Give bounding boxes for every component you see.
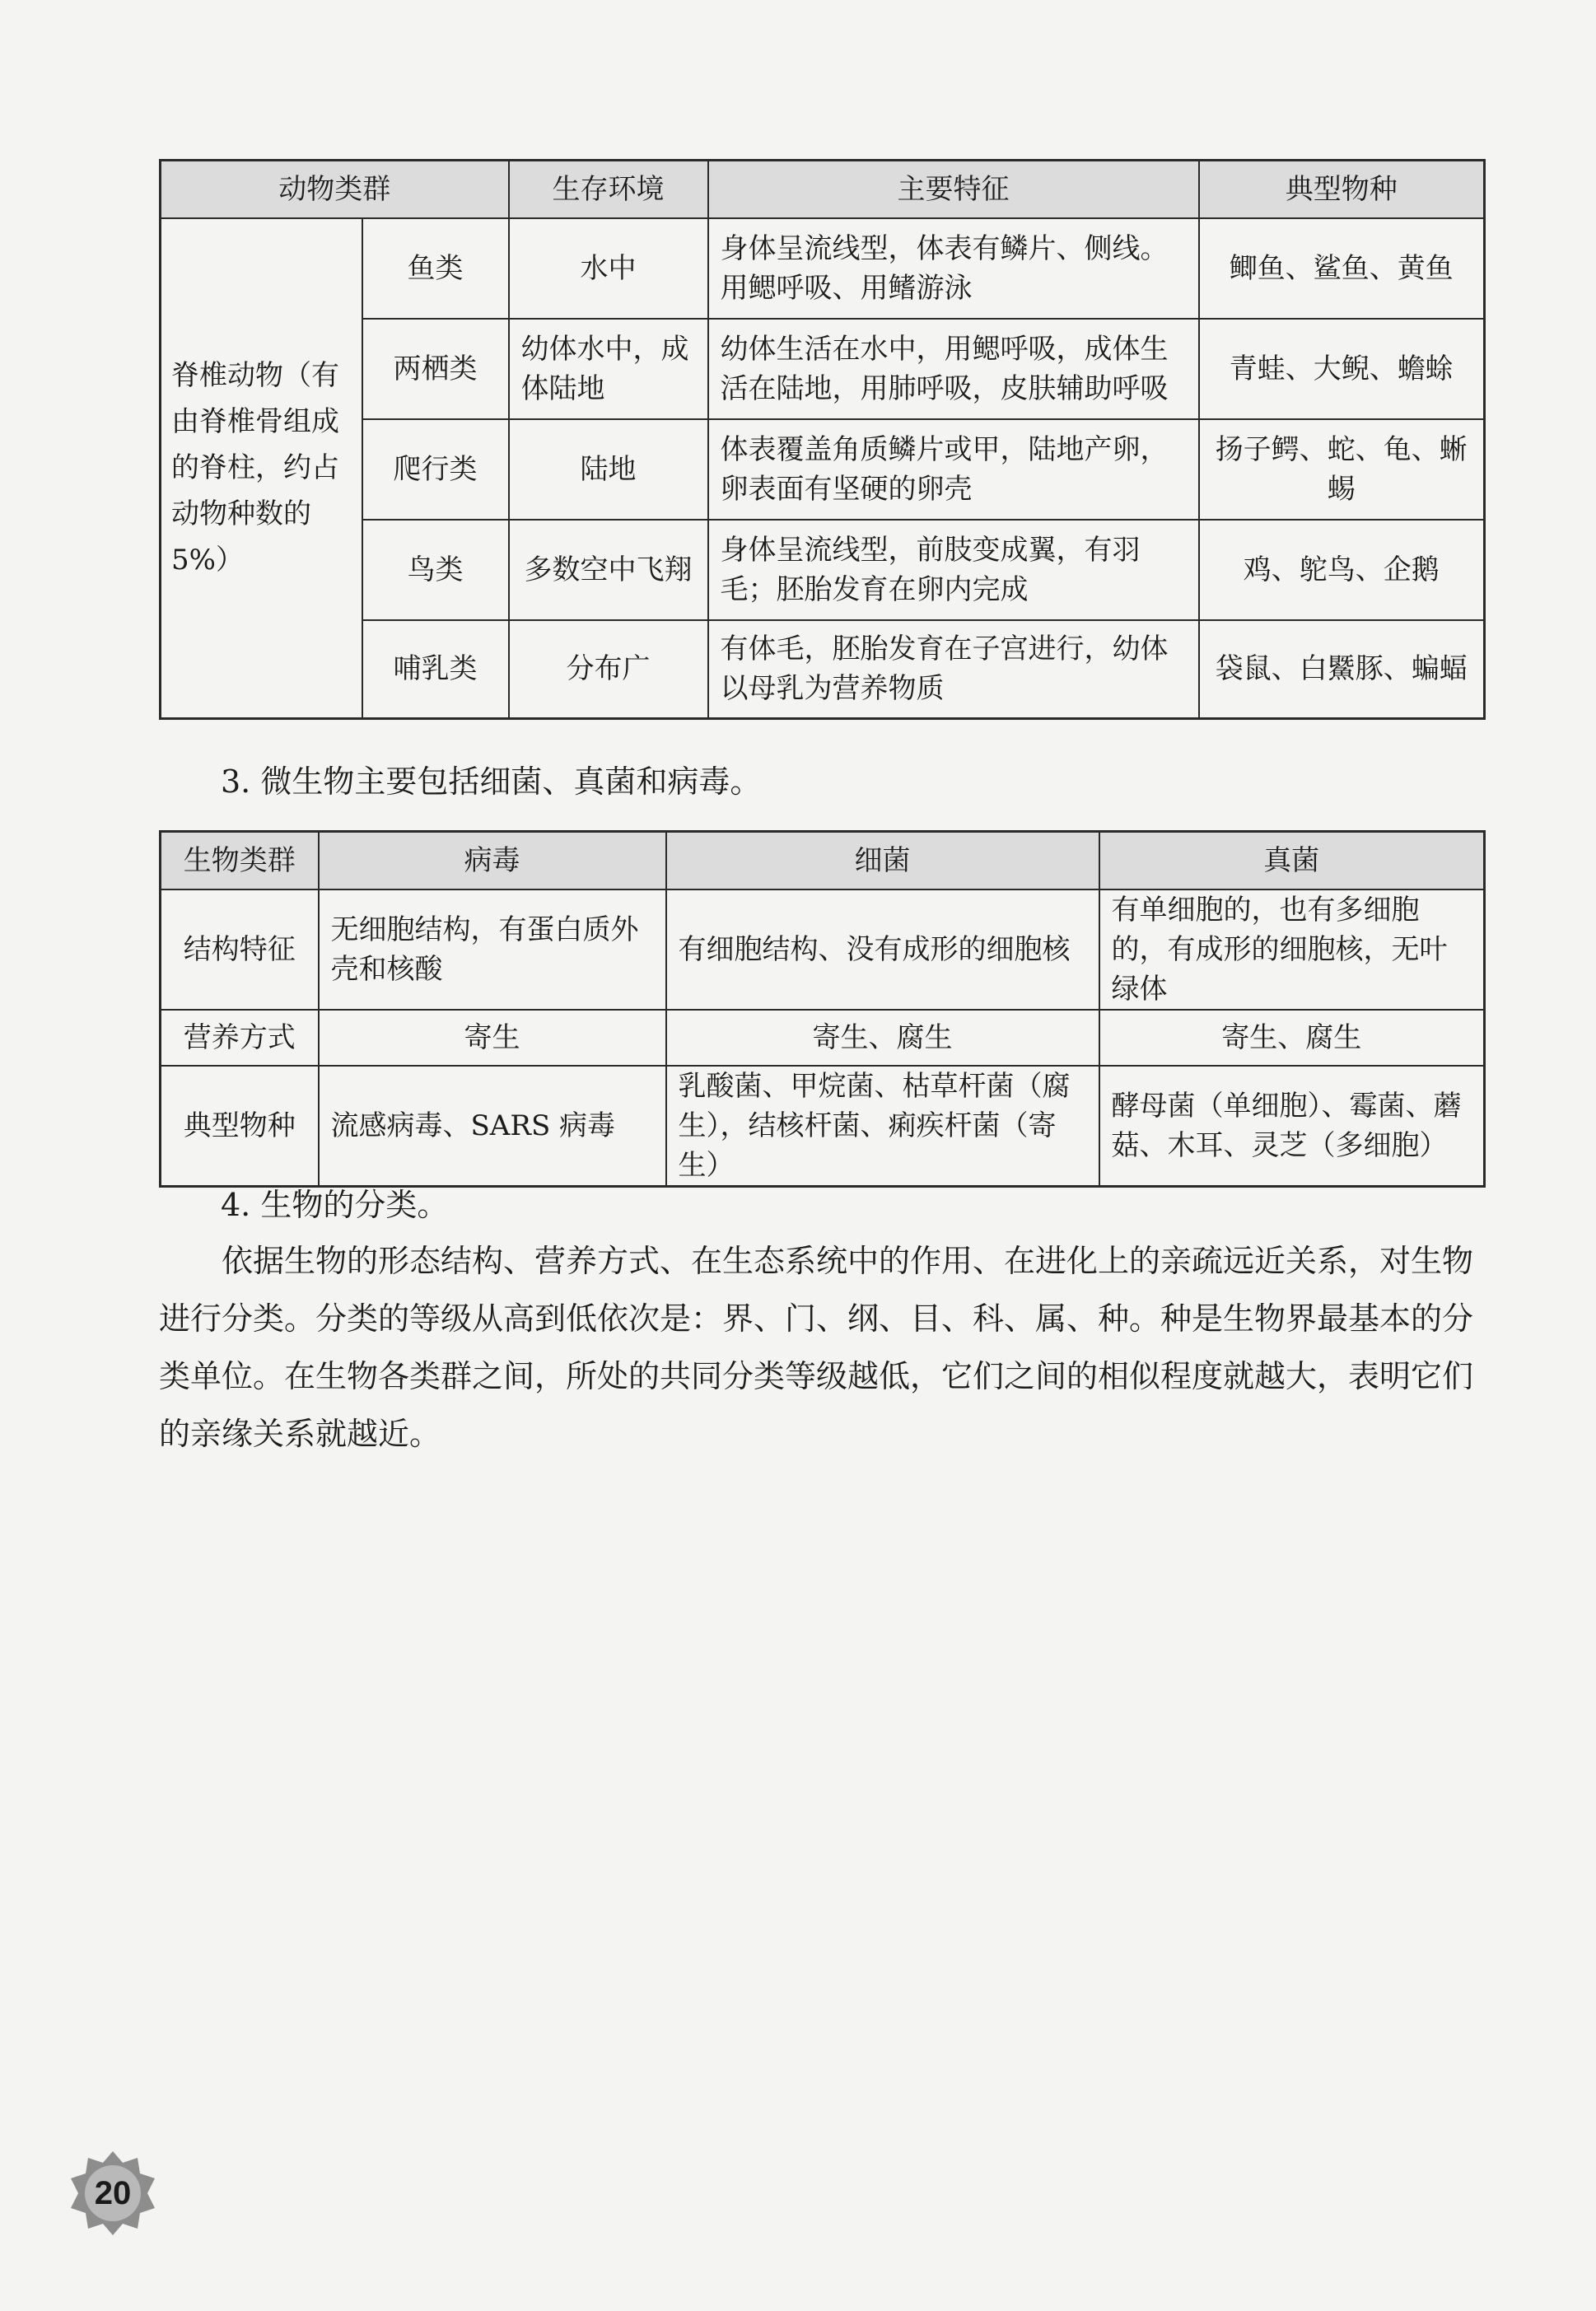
header-environment: 生存环境 [509,161,708,218]
microorganism-table [159,830,1486,1188]
header-features: 主要特征 [708,161,1199,218]
animal-name: 鸟类 [362,520,509,620]
animal-species: 青蛙、大鲵、蟾蜍 [1199,319,1485,419]
header-fungi: 真菌 [1099,832,1485,889]
micro-row-label: 结构特征 [161,889,319,1010]
bacteria-cell: 寄生、腐生 [666,1010,1099,1066]
vertebrate-group-label: 脊椎动物（有由脊椎骨组成的脊柱，约占动物种数的5%） [161,218,362,719]
header-bacteria: 细菌 [666,832,1099,889]
animal-name: 爬行类 [362,419,509,520]
animal-table [159,159,1486,720]
animal-species: 鲫鱼、鲨鱼、黄鱼 [1199,218,1485,319]
microorganism-intro: 3. 微生物主要包括细菌、真菌和病毒。 [221,763,762,800]
animal-env: 水中 [509,218,708,319]
animal-species: 鸡、鸵鸟、企鹅 [1199,520,1485,620]
header-group: 生物类群 [161,832,319,889]
table-row [161,1066,1485,1187]
page-number-badge [68,2148,158,2239]
animal-env: 多数空中飞翔 [509,520,708,620]
animal-table-header-row [161,161,1485,218]
header-animal-group: 动物类群 [161,161,509,218]
header-species: 典型物种 [1199,161,1485,218]
micro-row-label: 营养方式 [161,1010,319,1066]
page-number: 20 [94,2175,132,2211]
animal-feature: 体表覆盖角质鳞片或甲，陆地产卵，卵表面有坚硬的卵壳 [708,419,1199,520]
table-row [161,218,1485,319]
virus-cell: 流感病毒、SARS 病毒 [319,1066,666,1187]
virus-cell: 寄生 [319,1010,666,1066]
animal-feature: 身体呈流线型，前肢变成翼，有羽毛；胚胎发育在卵内完成 [708,520,1199,620]
animal-env: 陆地 [509,419,708,520]
table-row [161,889,1485,1010]
fungi-cell: 寄生、腐生 [1099,1010,1485,1066]
animal-species: 扬子鳄、蛇、龟、蜥蜴 [1199,419,1485,520]
virus-cell: 无细胞结构，有蛋白质外壳和核酸 [319,889,666,1010]
animal-feature: 身体呈流线型，体表有鳞片、侧线。用鳃呼吸、用鳍游泳 [708,218,1199,319]
table-row [161,1010,1485,1066]
animal-env: 分布广 [509,620,708,719]
animal-species: 袋鼠、白鱀豚、蝙蝠 [1199,620,1485,719]
animal-name: 鱼类 [362,218,509,319]
fungi-cell: 酵母菌（单细胞）、霉菌、蘑菇、木耳、灵芝（多细胞） [1099,1066,1485,1187]
animal-feature: 有体毛，胚胎发育在子宫进行，幼体以母乳为营养物质 [708,620,1199,719]
animal-feature: 幼体生活在水中，用鳃呼吸，成体生活在陆地，用肺呼吸，皮肤辅助呼吸 [708,319,1199,419]
classification-paragraph: 依据生物的形态结构、营养方式、在生态系统中的作用、在进化上的亲疏远近关系，对生物进行分类。分类的等级从高到低依次是：界、门、纲、目、科、属、种。种是生物界最基本的分类单位。在生物各类群之间，所处的共同分类等级越低，它们之间的相似程度就越大，表明它们的亲缘关系就越近。 [159,1243,1474,1452]
bacteria-cell: 有细胞结构、没有成形的细胞核 [666,889,1099,1010]
fungi-cell: 有单细胞的，也有多细胞的，有成形的细胞核，无叶绿体 [1099,889,1485,1010]
micro-table-header-row [161,832,1485,889]
micro-row-label: 典型物种 [161,1066,319,1187]
animal-name: 两栖类 [362,319,509,419]
header-virus: 病毒 [319,832,666,889]
classification-heading: 4. 生物的分类。 [221,1187,449,1223]
animal-name: 哺乳类 [362,620,509,719]
bacteria-cell: 乳酸菌、甲烷菌、枯草杆菌（腐生），结核杆菌、痢疾杆菌（寄生） [666,1066,1099,1187]
animal-env: 幼体水中，成体陆地 [509,319,708,419]
